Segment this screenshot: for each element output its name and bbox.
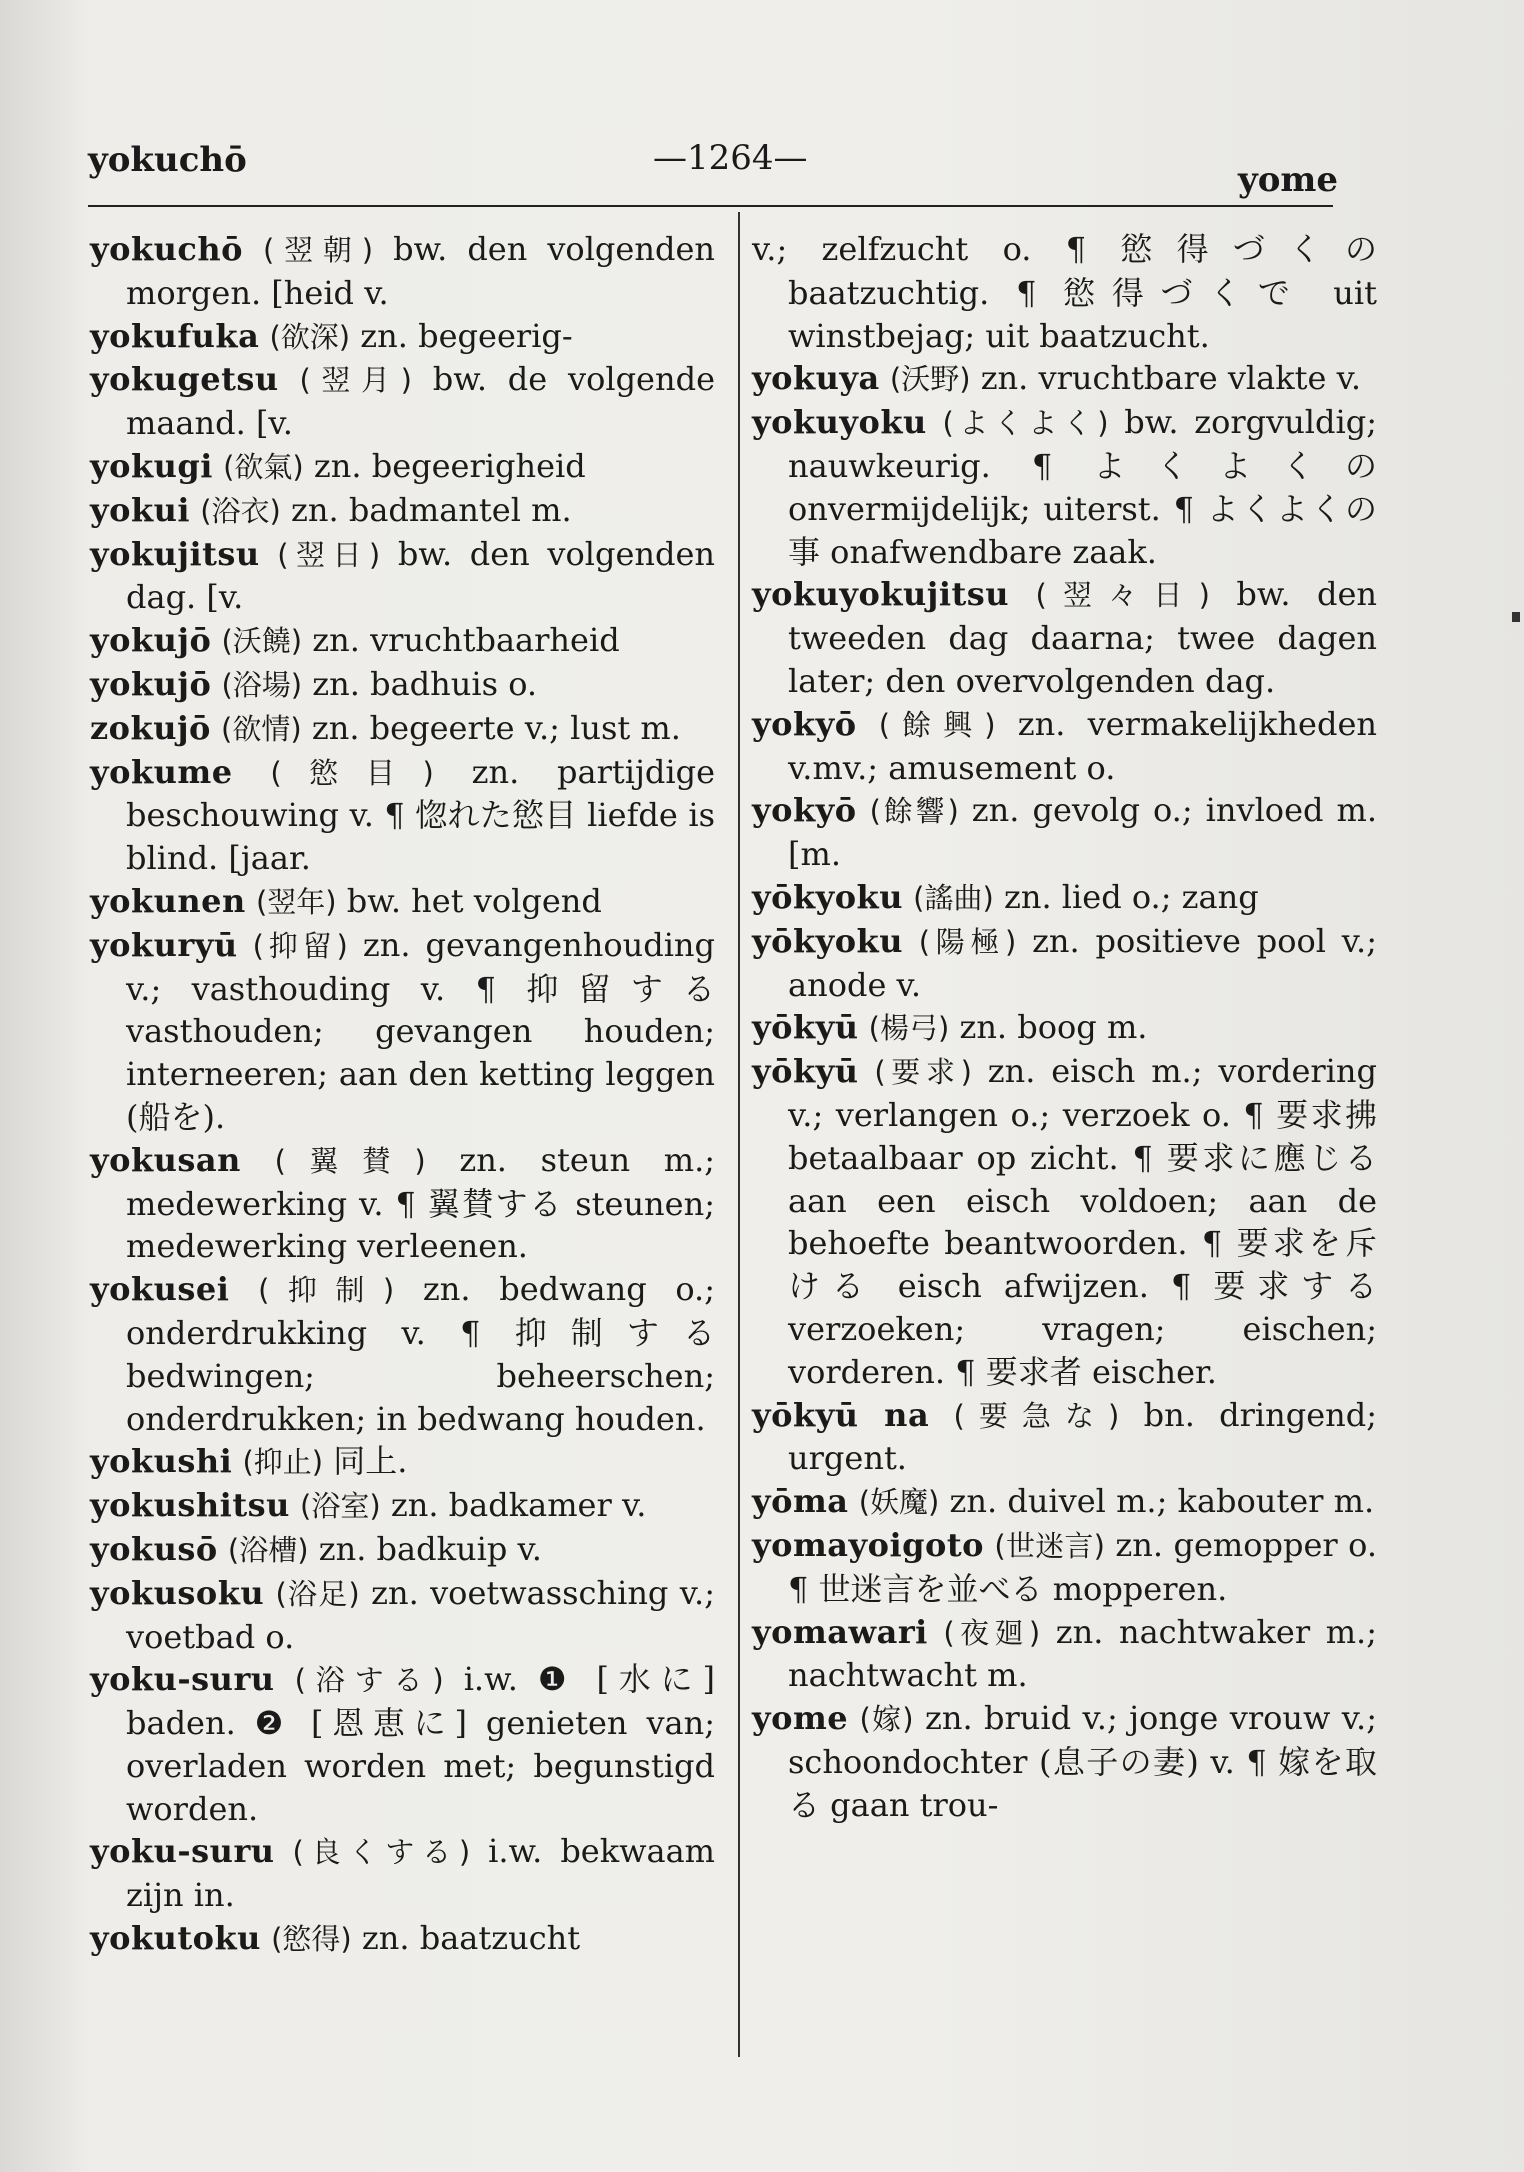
entry-kanji: (夜廻) (943, 1615, 1041, 1650)
entry-kanji: (抑制) (258, 1273, 395, 1308)
entry-definition: zn. boog m. (959, 1008, 1148, 1047)
entry-kanji: (翌月) (299, 363, 412, 398)
entry-kanji: (欲氣) (223, 449, 304, 484)
dictionary-entry (752, 1006, 1377, 1050)
entry-definition: zn. gevangenhouding v.; vasthouding v. ¶ 抑留する vasthouden; gevangen houden; interneeren; aan den ketting leggen (船を). (126, 925, 716, 1136)
entry-kanji: (翌朝) (262, 233, 374, 267)
entry-headword: yokuyokujitsu (752, 575, 1010, 614)
entry-definition: i.w. ❶ [水に] baden. ❷ [恩恵に] genieten van; overladen worden met; begunstigd worden. (126, 1660, 715, 1828)
entry-kanji: (翼賛) (274, 1143, 426, 1178)
entry-kanji: (慾得) (271, 1922, 352, 1957)
entry-kanji: (翌々日) (1035, 578, 1210, 613)
entry-headword: yomawari (752, 1612, 928, 1651)
dictionary-entry (752, 1394, 1377, 1481)
entry-kanji: (抑留) (252, 928, 348, 963)
entry-headword: yokujitsu (90, 534, 260, 573)
entry-headword: yokujō (90, 621, 212, 660)
dictionary-entry (752, 1611, 1377, 1698)
entry-headword: yokuyoku (752, 403, 927, 442)
entry-headword: yokuchō (90, 230, 243, 268)
entry-definition: zn. begeerig- (360, 316, 573, 355)
entry-headword: yokugetsu (90, 360, 279, 399)
header-rule (88, 205, 1333, 207)
dictionary-entry (90, 1658, 715, 1830)
dictionary-entry (90, 1917, 715, 1961)
entry-headword: zokujō (90, 708, 211, 747)
entry-definition: zn. steun m.; medewerking v. ¶ 翼賛する steunen; medewerking verleenen. (126, 1140, 716, 1266)
entry-headword: yokutoku (90, 1919, 261, 1958)
entry-definition: zn. vruchtbare vlakte v. (980, 359, 1362, 398)
entry-definition: zn. partijdige beschouwing v. ¶ 惚れた慾目 liefde is blind. [jaar. (126, 752, 716, 878)
dictionary-entry (752, 789, 1377, 876)
entry-definition: zn. bedwang o.; onderdrukking v. ¶ 抑制する bedwingen; beheerschen; onderdrukken; in bedwang houden. (126, 1270, 715, 1438)
dictionary-entry (752, 1480, 1377, 1524)
dictionary-entry (752, 228, 1377, 357)
entry-kanji: (沃野) (889, 362, 971, 397)
dictionary-entry (90, 1440, 715, 1484)
entry-kanji: (欲情) (221, 711, 302, 746)
page-header (88, 130, 1338, 200)
entry-headword: yokyō (752, 791, 857, 830)
entry-headword: yōma (752, 1482, 849, 1521)
dictionary-entry (90, 489, 715, 533)
entry-definition: bw. de volgende maand. [v. (126, 360, 716, 443)
entry-definition: zn. duivel m.; kabouter m. (949, 1482, 1375, 1521)
dictionary-entry (90, 1139, 715, 1268)
entry-definition: i.w. bekwaam zijn in. (126, 1832, 716, 1915)
entry-kanji: (沃饒) (221, 624, 303, 659)
dictionary-entry (752, 703, 1377, 790)
entry-definition: zn. begeerigheid (313, 446, 586, 485)
dictionary-entry (752, 357, 1377, 401)
entry-definition: zn. lied o.; zang (1003, 877, 1259, 916)
entry-kanji: (慾目) (270, 755, 434, 790)
entry-kanji: (謠曲) (913, 880, 994, 915)
entry-definition: bn. dringend; urgent. (788, 1395, 1378, 1478)
entry-kanji: (妖魔) (858, 1485, 940, 1520)
dictionary-entry (90, 533, 715, 620)
dictionary-entry (90, 707, 715, 751)
entry-kanji: (餘興) (878, 707, 996, 742)
right-column (752, 228, 1377, 1826)
entry-headword: yokusoku (90, 1573, 265, 1612)
entry-headword: yokunen (90, 881, 246, 920)
entry-definition: bw. het volgend (346, 881, 602, 920)
entry-definition: zn. gevolg o.; invloed m. [m. (788, 791, 1378, 874)
entry-definition: zn. baatzucht (361, 1919, 581, 1958)
dictionary-entry (752, 920, 1377, 1007)
entry-headword: yokui (90, 490, 191, 529)
entry-kanji: (良くする) (292, 1835, 471, 1870)
dictionary-entry (90, 315, 715, 359)
entry-definition: zn. positieve pool v.; anode v. (788, 921, 1378, 1004)
entry-kanji: (浴槽) (227, 1532, 309, 1567)
entry-headword: yokushi (90, 1442, 233, 1481)
dictionary-entry (752, 1697, 1377, 1826)
column-divider (738, 212, 740, 2057)
entry-definition: zn. badkamer v. (390, 1486, 647, 1525)
entry-kanji: (浴室) (300, 1489, 381, 1524)
entry-definition: zn. voetwassching v.; voetbad o. (126, 1573, 715, 1656)
dictionary-entry (90, 1830, 715, 1917)
entry-definition: bw. den volgenden morgen. [heid v. (126, 230, 715, 312)
entry-definition: zn. begeerte v.; lust m. (311, 708, 681, 747)
entry-kanji: (嫁) (859, 1702, 914, 1737)
entry-headword: yōkyoku (752, 877, 903, 916)
entry-kanji: (浴する) (294, 1663, 444, 1698)
entry-headword: yōkyoku (752, 921, 903, 960)
entry-headword: yōkyū (752, 1008, 859, 1047)
dictionary-entry (90, 880, 715, 924)
edge-mark (1512, 612, 1520, 622)
dictionary-entry (752, 1524, 1377, 1611)
entry-headword: yokyō (752, 704, 857, 743)
entry-headword: yokugi (90, 446, 213, 485)
header-last-headword: yome (1237, 160, 1338, 200)
entry-kanji: (浴衣) (200, 493, 281, 528)
header-first-headword: yokuchō (88, 140, 247, 180)
entry-definition: v.; zelfzucht o. ¶ 慾得づくの baatzuchtig. ¶ 慾得づくで uit winstbejag; uit baatzucht. (752, 230, 1377, 355)
entry-definition: bw. den volgenden dag. [v. (126, 534, 716, 617)
entry-headword: yokusan (90, 1140, 241, 1179)
entry-kanji: (翌日) (277, 537, 381, 572)
entry-headword: yōkyū (752, 1052, 859, 1091)
dictionary-entry (90, 228, 715, 315)
entry-kanji: (要急な) (953, 1398, 1120, 1433)
dictionary-entry (90, 358, 715, 445)
entry-kanji: (餘響) (869, 794, 959, 829)
entry-kanji: (世迷言) (994, 1528, 1105, 1563)
entry-kanji: (抑止) (242, 1445, 324, 1480)
left-column (90, 228, 715, 1961)
entry-headword: yome (752, 1699, 849, 1738)
dictionary-entry (90, 924, 715, 1139)
dictionary-entry (90, 445, 715, 489)
page-number: —1264— (653, 138, 808, 178)
entry-definition: bw. zorgvuldig; nauwkeurig. ¶ よくよくの onvermijdelijk; uiterst. ¶ よくよくの事 onafwendbare zaak. (788, 403, 1378, 571)
dictionary-entry (752, 401, 1377, 573)
dictionary-entry (90, 1572, 715, 1659)
entry-definition: zn. nachtwaker m.; nachtwacht m. (788, 1612, 1377, 1695)
entry-headword: yoku-suru (90, 1832, 275, 1871)
dictionary-entry (90, 1268, 715, 1440)
dictionary-entry (752, 876, 1377, 920)
dictionary-entry (90, 1528, 715, 1572)
entry-definition: zn. eisch m.; vordering v.; verlangen o.; verzoek o. ¶ 要求拂 betaalbaar op zicht. ¶ 要求に應じる aan een eisch voldoen; aan de behoefte beantwoorden. ¶ 要求を斥ける eisch afwijzen. ¶ 要求する verzoeken; vragen; eischen; vorderen. ¶ 要求者 eischer. (788, 1052, 1378, 1391)
entry-headword: yokusō (90, 1529, 218, 1568)
entry-headword: yokusei (90, 1270, 230, 1309)
entry-headword: yokujō (90, 664, 212, 703)
entry-kanji: (要求) (874, 1055, 972, 1090)
entry-headword: yokushitsu (90, 1486, 290, 1525)
entry-definition: zn. badmantel m. (291, 490, 572, 529)
entry-headword: yōkyū na (752, 1395, 930, 1434)
entry-kanji: (よくよく) (942, 406, 1109, 441)
entry-definition: zn. gemopper o. ¶ 世迷言を並べる mopperen. (788, 1525, 1378, 1608)
entry-definition: 同上. (333, 1442, 408, 1481)
entry-definition: zn. badkuip v. (318, 1529, 542, 1568)
entry-definition: zn. vruchtbaarheid (312, 621, 620, 660)
entry-kanji: (浴場) (221, 667, 303, 702)
entry-headword: yokuryū (90, 925, 238, 964)
entry-definition: zn. vermakelijkheden v.mv.; amusement o. (788, 704, 1378, 787)
entry-kanji: (浴足) (275, 1576, 360, 1611)
entry-headword: yomayoigoto (752, 1525, 984, 1564)
dictionary-entry (90, 1484, 715, 1528)
dictionary-entry (90, 663, 715, 707)
entry-headword: yokuya (752, 359, 880, 398)
entry-headword: yokufuka (90, 316, 260, 355)
entry-headword: yokume (90, 752, 233, 791)
entry-kanji: (楊弓) (868, 1011, 950, 1046)
entry-definition: zn. badhuis o. (312, 664, 538, 703)
dictionary-entry (90, 751, 715, 880)
dictionary-entry (752, 1050, 1377, 1393)
entry-headword: yoku-suru (90, 1660, 275, 1699)
dictionary-entry (752, 573, 1377, 702)
entry-kanji: (陽極) (918, 924, 1017, 959)
entry-definition: zn. bruid v.; jonge vrouw v.; schoondochter (息子の妻) v. ¶ 嫁を取る gaan trou- (788, 1699, 1378, 1824)
entry-definition: bw. den tweeden dag daarna; twee dagen later; den overvolgenden dag. (788, 575, 1377, 700)
entry-kanji: (欲深) (269, 319, 351, 354)
dictionary-entry (90, 619, 715, 663)
entry-kanji: (翌年) (255, 884, 337, 919)
